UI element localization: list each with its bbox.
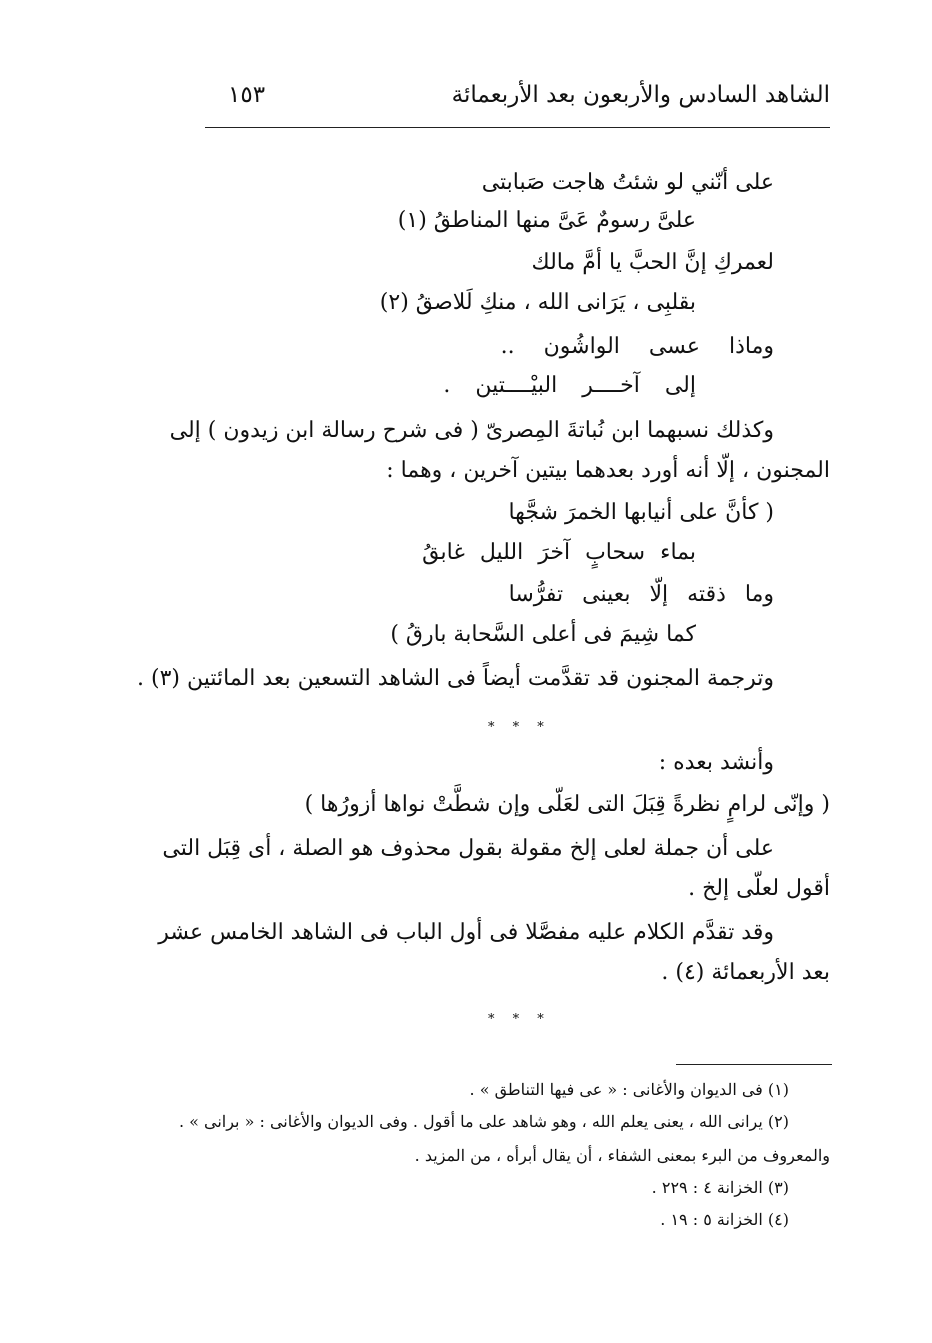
section-separator: * * * xyxy=(488,720,551,735)
paragraph-line: وكذلك نسبهما ابن نُباتةَ المِصرىّ ( فى شرح رسالة ابن زيدون ) إلى xyxy=(169,418,774,443)
verse-hemistich: وماذا عسى الواشُون .. xyxy=(500,334,774,359)
running-head-title: الشاهد السادس والأربعون بعد الأربعمائة xyxy=(451,82,830,108)
verse-hemistich: كما شِيمَ فى أعلى السَّحابة بارقُ ) xyxy=(390,622,696,647)
verse-hemistich: إلى آخــــر البيْــــتين . xyxy=(443,373,696,398)
header-rule xyxy=(205,127,830,128)
verse-hemistich: على أنّني لو شئتُ هاجت صَبابتى xyxy=(481,170,774,195)
paragraph-line: أقول لعلّى إلخ . xyxy=(688,876,830,901)
footnote-1: (١) فى الديوان والأغانى : « عى فيها التناطق » . xyxy=(469,1080,789,1099)
footnote-3: (٣) الخزانة ٤ : ٢٢٩ . xyxy=(651,1178,789,1197)
verse-hemistich: بقلبِى ، يَرَانى الله ، منكِ لَلاصقُ (٢) xyxy=(379,290,696,315)
footnote-2: (٢) يرانى الله ، يعنى يعلم الله ، وهو شاهد على ما أقول . وفى الديوان والأغانى : « برانى » . xyxy=(178,1112,789,1131)
paragraph-line: على أن جملة لعلى إلخ مقولة بقول محذوف هو الصلة ، أى قِبَل التى xyxy=(162,836,774,861)
footnote-2-continuation: والمعروف من البرء بمعنى الشفاء ، أن يقال أبرأه ، من المزيد . xyxy=(414,1146,830,1165)
verse-hemistich: بماء سحابٍ آخرَ الليل غابقُ xyxy=(422,540,696,565)
paragraph-line: بعد الأربعمائة (٤) . xyxy=(661,960,830,985)
section-separator: * * * xyxy=(488,1012,551,1027)
verse-hemistich: وما ذقته إلّا بعينى تفرُّسا xyxy=(508,582,774,607)
footnote-4: (٤) الخزانة ٥ : ١٩ . xyxy=(660,1210,789,1229)
verse-hemistich: ( كأنَّ على أنيابها الخمرَ شجَّها xyxy=(508,500,774,525)
page-number: ١٥٣ xyxy=(228,82,266,108)
paragraph-line: وقد تقدَّم الكلام عليه مفصَّلا فى أول الباب فى الشاهد الخامس عشر xyxy=(158,920,774,945)
footnote-rule xyxy=(676,1064,832,1065)
verse-hemistich: علىَّ رسومٌ عَىَّ منها المناطقُ (١) xyxy=(397,208,696,233)
verse-hemistich: لعمركِ إنَّ الحبَّ يا أمَّ مالك xyxy=(531,250,774,275)
intro-line: وأنشد بعده : xyxy=(658,750,774,775)
paragraph-line: وترجمة المجنون قد تقدَّمت أيضاً فى الشاهد التسعين بعد المائتين (٣) . xyxy=(137,666,774,691)
verse-line: ( وإنّى لرامٍ نظرةً قِبَلَ التى لعَلّى وإن شطَّتْ نواها أزورُها ) xyxy=(304,792,830,817)
paragraph-line: المجنون ، إلّا أنه أورد بعدهما بيتين آخرين ، وهما : xyxy=(386,458,830,483)
